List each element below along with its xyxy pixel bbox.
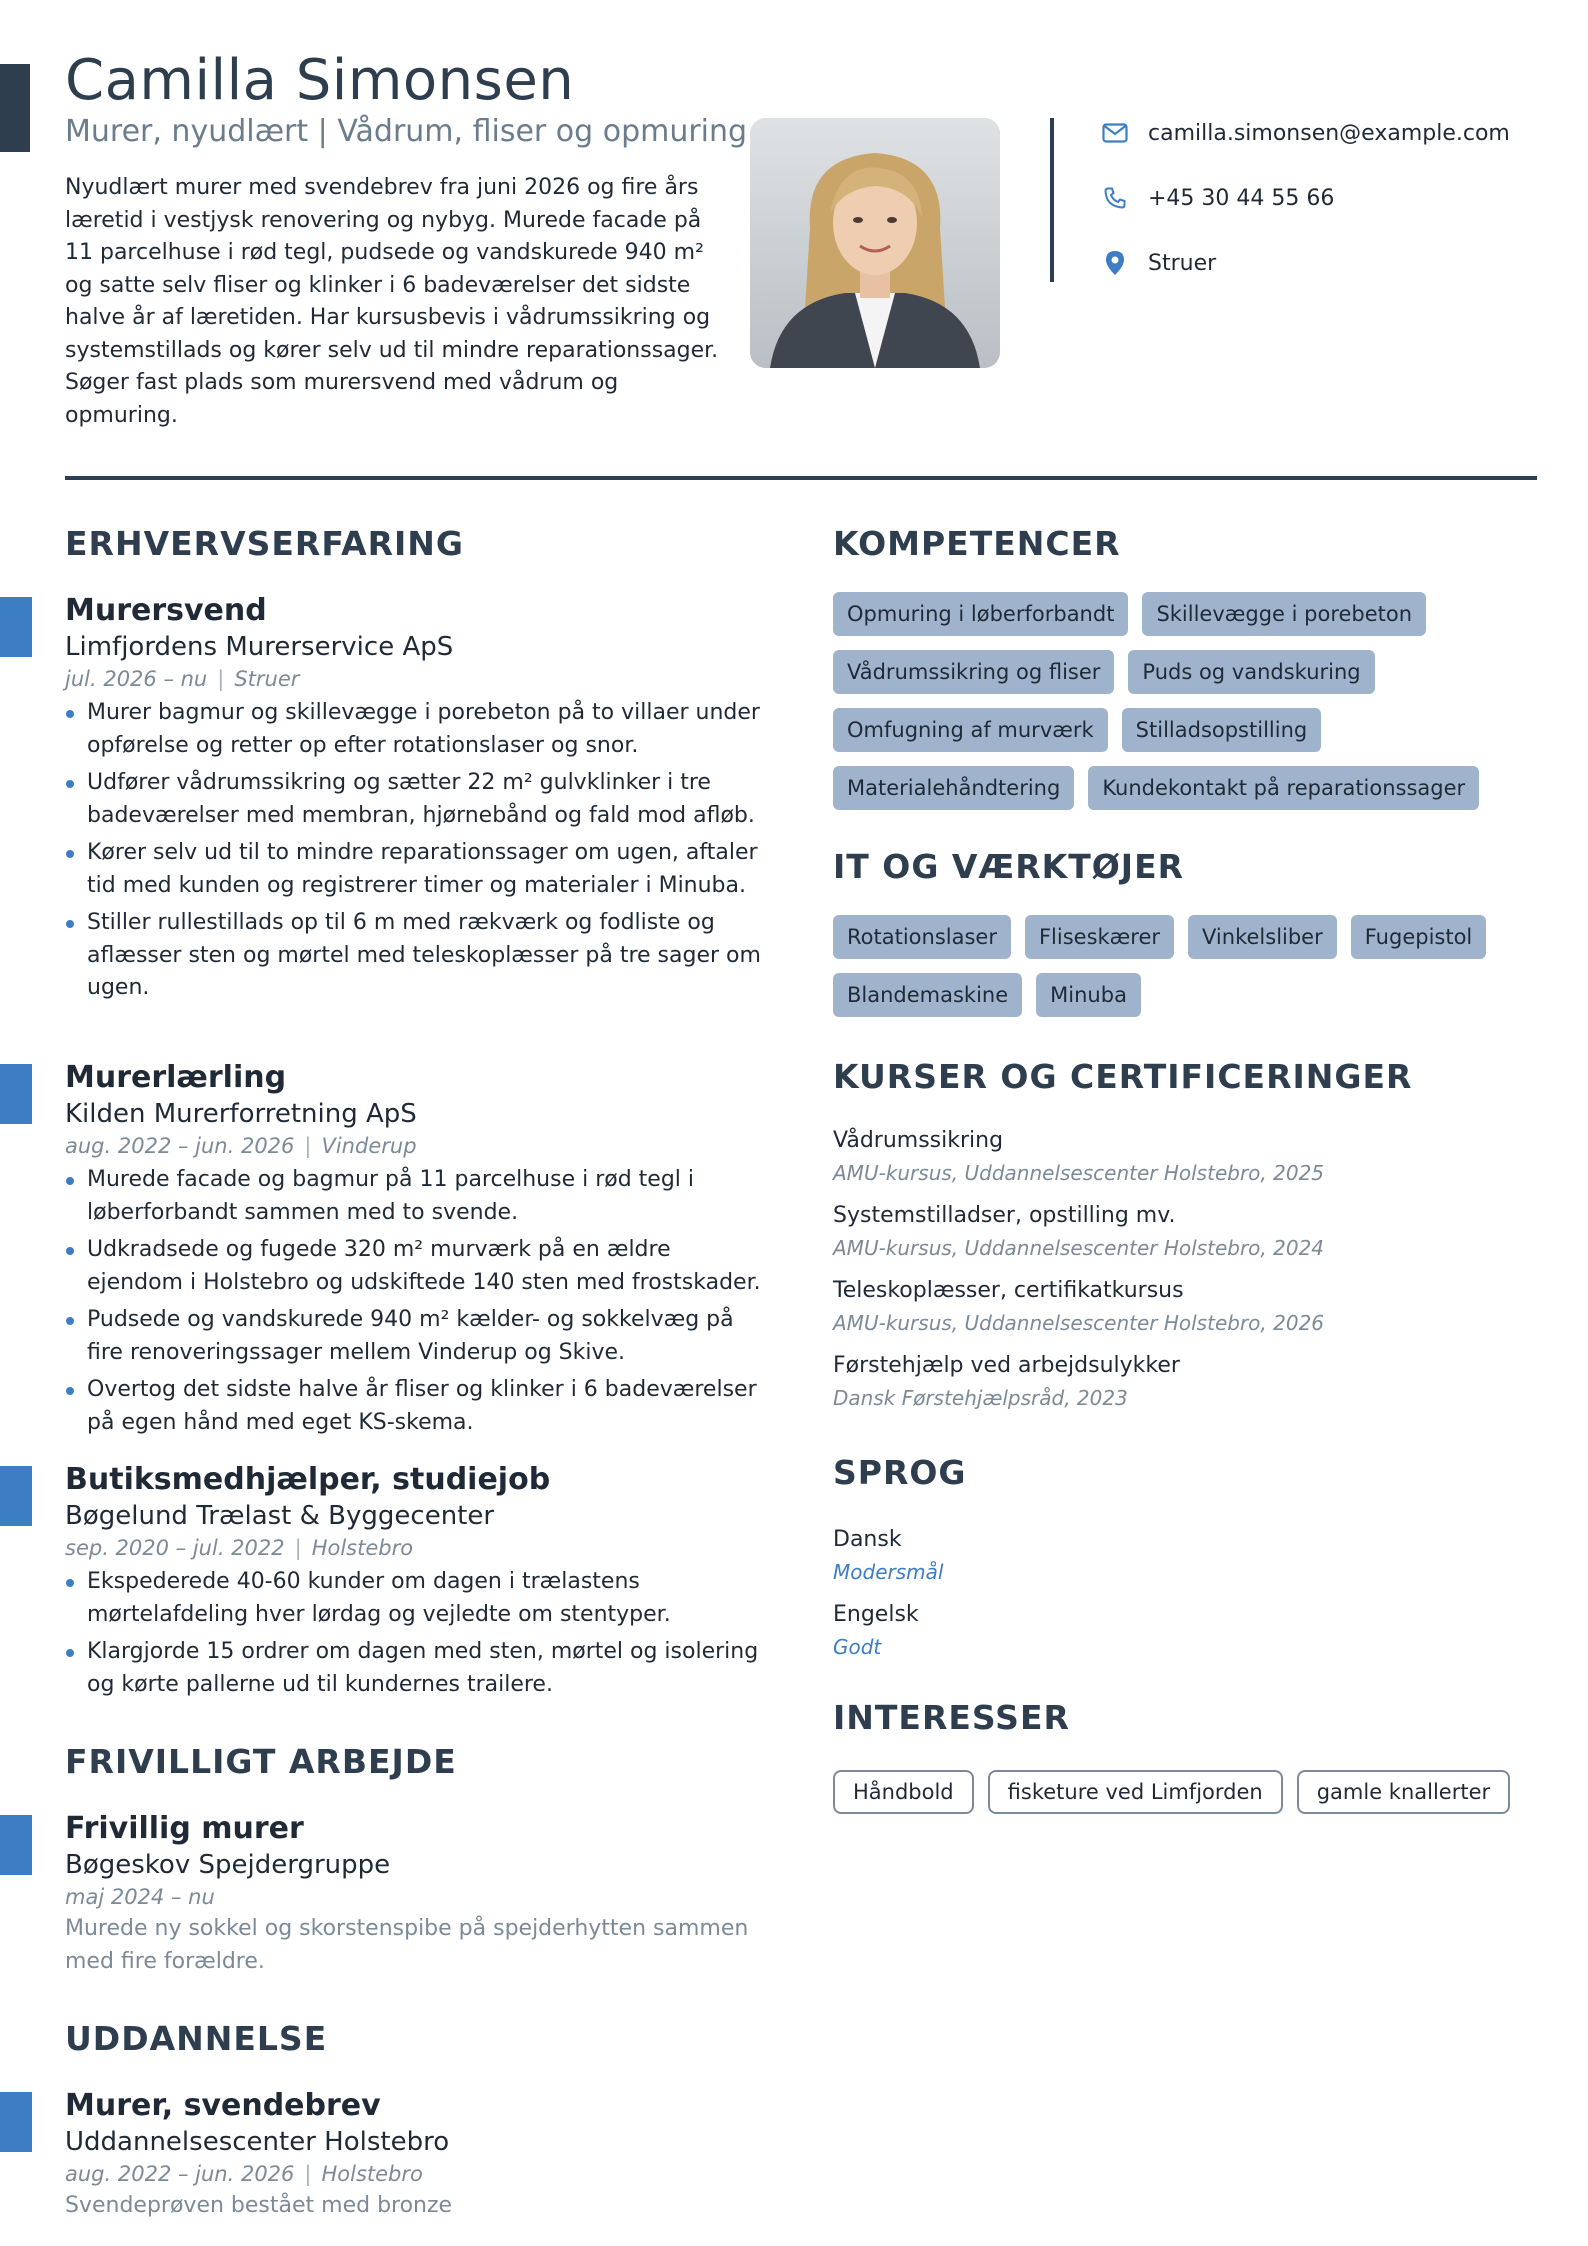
entry-accent-bar (0, 1815, 32, 1875)
job-title: Butiksmedhjælper, studiejob (65, 1462, 551, 1497)
language-level: Modersmål (833, 1560, 944, 1584)
language-level: Godt (833, 1635, 882, 1659)
contact-divider (1050, 118, 1054, 282)
entry-accent-bar (0, 2092, 32, 2152)
bullet-item: Overtog det sidste halve år fliser og klinker i 6 badeværelser på egen hånd med eget KS-skema. (65, 1374, 765, 1439)
phone-icon (1100, 183, 1130, 213)
course-item (833, 1349, 1533, 1413)
volunteer-period: maj 2024 – nu (65, 1885, 215, 1909)
bullet-item: Pudsede og vandskurede 940 m² kælder- og sokkelvæg på fire renoveringssager mellem Vinderup og Skive. (65, 1304, 765, 1369)
skill-chip: Vådrumssikring og fliser (833, 650, 1114, 694)
job-location: Struer (234, 667, 300, 691)
company-name: Kilden Murerforretning ApS (65, 1099, 417, 1129)
mail-icon (1100, 118, 1130, 148)
course-meta: Dansk Førstehjælpsråd, 2023 (833, 1386, 1128, 1410)
education-period: aug. 2022 – jun. 2026 (65, 2162, 295, 2186)
skill-chip: Stilladsopstilling (1122, 708, 1322, 752)
contact-email-text: camilla.simonsen@example.com (1148, 120, 1510, 146)
job-location: Holstebro (311, 1536, 414, 1560)
job-title: Murersvend (65, 593, 267, 628)
portrait-illustration (750, 118, 1000, 368)
candidate-headline: Murer, nyudlært | Vådrum, fliser og opmuring (65, 114, 748, 149)
profile-photo (750, 118, 1000, 368)
section-title-skills: KOMPETENCER (833, 524, 1121, 563)
section-title-interests: INTERESSER (833, 1698, 1070, 1737)
volunteer-organization: Bøgeskov Spejdergruppe (65, 1850, 391, 1880)
language-name: Engelsk (833, 1602, 919, 1627)
bullet-item: Klargjorde 15 ordrer om dagen med sten, mørtel og isolering og kørte pallerne ud til kundernes trailere. (65, 1636, 765, 1701)
course-name: Teleskoplæsser, certifikatkursus (833, 1278, 1184, 1303)
header-divider (65, 476, 1537, 480)
experience-entry (65, 1461, 765, 1706)
education-degree: Murer, svendebrev (65, 2088, 381, 2123)
interests-list (833, 1770, 1533, 1814)
education-school: Uddannelsescenter Holstebro (65, 2127, 450, 2157)
tool-chip: Fugepistol (1351, 915, 1487, 959)
tool-chip: Vinkelsliber (1188, 915, 1337, 959)
skill-chip: Omfugning af murværk (833, 708, 1108, 752)
skill-chip: Opmuring i løberforbandt (833, 592, 1128, 636)
section-title-experience: ERHVERVSERFARING (65, 524, 465, 563)
job-period: jul. 2026 – nu (65, 667, 208, 691)
course-meta: AMU-kursus, Uddannelsescenter Holstebro, 2026 (833, 1311, 1325, 1335)
section-title-education: UDDANNELSE (65, 2019, 328, 2058)
experience-entry (65, 592, 765, 1010)
course-name: Systemstilladser, opstilling mv. (833, 1203, 1176, 1228)
volunteer-description: Murede ny sokkel og skorstenspibe på spejderhytten sammen med fire forældre. (65, 1916, 749, 1974)
section-title-volunteer: FRIVILLIGT ARBEJDE (65, 1742, 457, 1781)
contact-email[interactable] (1100, 118, 1510, 148)
contact-phone[interactable] (1100, 183, 1334, 213)
skills-list (833, 592, 1533, 810)
job-title: Murerlærling (65, 1060, 287, 1095)
job-bullets (65, 697, 765, 1005)
tool-chip: Fliseskærer (1025, 915, 1174, 959)
course-meta: AMU-kursus, Uddannelsescenter Holstebro, 2025 (833, 1161, 1325, 1185)
education-entry (65, 2087, 765, 2223)
education-location: Holstebro (321, 2162, 423, 2186)
bullet-item: Murede facade og bagmur på 11 parcelhuse i rød tegl i løberforbandt sammen med to svende. (65, 1164, 765, 1229)
course-name: Førstehjælp ved arbejdsulykker (833, 1353, 1180, 1378)
interest-chip: gamle knallerter (1297, 1770, 1510, 1814)
tool-chip: Blandemaskine (833, 973, 1022, 1017)
company-name: Bøgelund Trælast & Byggecenter (65, 1501, 495, 1531)
section-title-languages: SPROG (833, 1453, 967, 1492)
bullet-item: Stiller rullestillads op til 6 m med rækværk og fodliste og aflæsser sten og mørtel med teleskoplæsser på tre sager om ugen. (65, 907, 765, 1005)
bullet-item: Udkradsede og fugede 320 m² murværk på en ældre ejendom i Holstebro og udskiftede 140 sten med frostskader. (65, 1234, 765, 1299)
volunteer-entry (65, 1810, 765, 1978)
bullet-item: Udfører vådrumssikring og sætter 22 m² gulvklinker i tre badeværelser med membran, hjørnebånd og fald mod afløb. (65, 767, 765, 832)
course-meta: AMU-kursus, Uddannelsescenter Holstebro, 2024 (833, 1236, 1325, 1260)
job-meta: jul. 2026 – nu | Struer (65, 667, 300, 691)
language-item (833, 1598, 919, 1662)
bullet-item: Kører selv ud til to mindre reparationssager om ugen, aftaler tid med kunden og registrerer timer og materialer i Minuba. (65, 837, 765, 902)
experience-entry (65, 1059, 765, 1444)
course-item (833, 1199, 1533, 1263)
section-title-tools: IT OG VÆRKTØJER (833, 847, 1185, 886)
job-meta: sep. 2020 – jul. 2022 | Holstebro (65, 1536, 414, 1560)
education-description: Svendeprøven bestået med bronze (65, 2193, 453, 2218)
job-location: Vinderup (321, 1134, 417, 1158)
skill-chip: Kundekontakt på reparationssager (1088, 766, 1479, 810)
bullet-item: Ekspederede 40-60 kunder om dagen i trælastens mørtelafdeling hver lørdag og vejledte om stentyper. (65, 1566, 765, 1631)
contact-phone-text: +45 30 44 55 66 (1148, 185, 1335, 211)
contact-location-text: Struer (1148, 250, 1217, 276)
company-name: Limfjordens Murerservice ApS (65, 632, 454, 662)
volunteer-title: Frivillig murer (65, 1811, 304, 1846)
entry-accent-bar (0, 1064, 32, 1124)
header-accent-bar (0, 64, 30, 152)
candidate-name: Camilla Simonsen (65, 48, 575, 113)
tool-chip: Rotationslaser (833, 915, 1011, 959)
education-meta: aug. 2022 – jun. 2026 | Holstebro (65, 2162, 423, 2186)
skill-chip: Skillevægge i porebeton (1142, 592, 1426, 636)
course-item (833, 1274, 1533, 1338)
contact-location (1100, 248, 1216, 278)
interest-chip: fisketure ved Limfjorden (988, 1770, 1283, 1814)
entry-accent-bar (0, 1466, 32, 1526)
language-name: Dansk (833, 1527, 902, 1552)
job-meta: aug. 2022 – jun. 2026 | Vinderup (65, 1134, 417, 1158)
section-title-courses: KURSER OG CERTIFICERINGER (833, 1057, 1413, 1096)
language-item (833, 1523, 943, 1587)
course-item (833, 1124, 1533, 1188)
tool-chip: Minuba (1036, 973, 1141, 1017)
job-period: sep. 2020 – jul. 2022 (65, 1536, 285, 1560)
job-bullets (65, 1164, 765, 1439)
job-bullets (65, 1566, 765, 1701)
profile-summary: Nyudlært murer med svendebrev fra juni 2026 og fire års læretid i vestjysk renovering og nybyg. Murede facade på 11 parcelhuse i rød tegl, pudsede og vandskurede 940 m² og satte selv fliser og klinker i 6 badeværelser det sidste halve år af læretiden. Har kursusbevis i vådrumssikring og systemstillads og kører selv ud til mindre reparationssager. Søger fast plads som murersvend med vådrum og opmuring. (65, 175, 719, 428)
bullet-item: Murer bagmur og skillevægge i porebeton på to villaer under opførelse og retter op efter rotationslaser og snor. (65, 697, 765, 762)
entry-accent-bar (0, 597, 32, 657)
job-period: aug. 2022 – jun. 2026 (65, 1134, 295, 1158)
course-name: Vådrumssikring (833, 1128, 1004, 1153)
interest-chip: Håndbold (833, 1770, 974, 1814)
skill-chip: Materialehåndtering (833, 766, 1074, 810)
skill-chip: Puds og vandskuring (1128, 650, 1374, 694)
tools-list (833, 915, 1533, 1017)
map-pin-icon (1100, 248, 1130, 278)
